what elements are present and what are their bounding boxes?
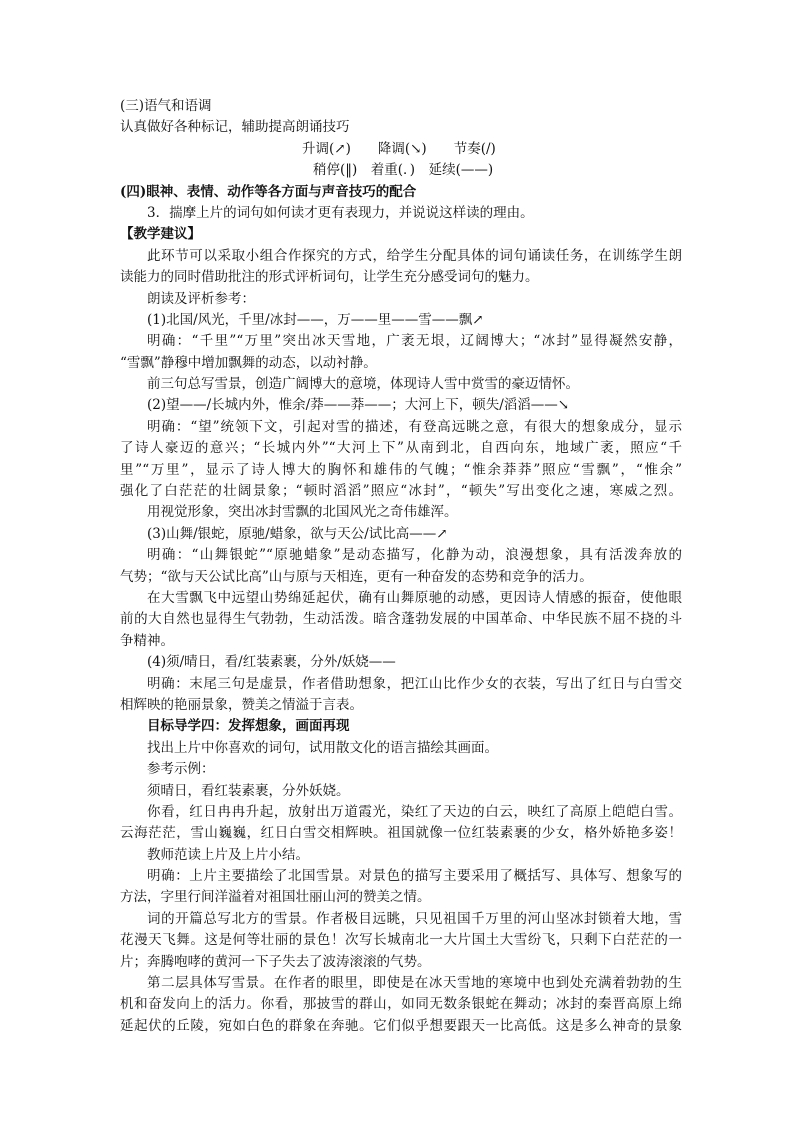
text-line: 教师范读上片及上片小结。 [147,846,309,863]
reading-example-2: (2)望——/长城内外，惟余/莽——莽——；大河上下，顿失/滔滔——↘ [147,397,570,414]
reading-example-4: (4)须/晴日，看/红装素裹，分外/妖娆—— [147,654,396,671]
text-line: 相辉映的艳丽景象，赞美之情溢于言表。 [120,696,363,713]
text-line: 找出上片中你喜欢的词句，试用散文化的语言描绘其画面。 [147,739,498,756]
text-line: 明确：“千里”“万里”突出冰天雪地，广袤无垠，辽阔博大；“冰封”显得凝然安静， [147,333,682,350]
text-line: “雪飘”静穆中增加飘舞的动态，以动衬静。 [120,354,377,371]
section-heading-expression: (四)眼神、表情、动作等各方面与声音技巧的配合 [120,183,417,200]
text-line: 云海茫茫，雪山巍巍，红日白雪交相辉映。祖国就像一位红装素裹的少女，格外娇艳多姿！ [120,825,682,842]
text-line: 明确：上片主要描绘了北国雪景。对景色的描写主要采用了概括写、具体写、想象写的 [147,868,682,885]
text-line: 片；奔腾咆哮的黄河一下子失去了波涛滚滚的气势。 [120,953,431,970]
section-heading-tone: (三)语气和语调 [120,98,212,114]
text-line: 了诗人豪迈的意兴；“长城内外”“大河上下”从南到北，自西向东，地域广袤，照应“千 [120,440,682,457]
marking-legend-line: 升调(↗) 降调(↘) 节奏(/) [302,140,496,157]
text-line: 前三句总写雪景，创造广阔博大的意境，体现诗人雪中赏雪的豪迈情怀。 [147,376,579,393]
text-line: 强化了白茫茫的壮阔景象；“顿时滔滔”照应“冰封”，“顿失”写出变化之速，寒威之烈。 [120,483,682,500]
text-line: 机和奋发向上的活力。你看，那披雪的群山，如同无数条银蛇在舞动；冰封的秦晋高原上绵 [120,996,682,1013]
lesson-text-body [120,96,682,1037]
text-line: 争精神。 [120,632,174,649]
text-line: 此环节可以采取小组合作探究的方式，给学生分配具体的词句诵读任务，在训练学生朗 [147,247,682,264]
marking-legend-line: 稍停(‖) 着重(．) 延续(——) [313,162,494,179]
text-line: 你看，红日冉冉升起，放射出万道霞光，染红了天边的白云，映红了高原上皑皑白雪。 [147,803,682,820]
text-line: 须晴日，看红装素裹，分外妖娆。 [147,782,350,799]
text-line: 词的开篇总写北方的雪景。作者极目远眺，只见祖国千万里的河山坚冰封锁着大地，雪 [147,910,682,927]
reading-example-3: (3)山舞/银蛇，原驰/蜡象，欲与天公/试比高——↗ [147,525,448,542]
text-line: 方法，字里行间洋溢着对祖国壮丽山河的赞美之情。 [120,889,431,906]
question-3: 3．揣摩上片的词句如何读才更有表现力，并说说这样读的理由。 [147,204,534,221]
text-line: 朗读及评析参考： [147,290,255,307]
text-line: 明确：“山舞银蛇”“原驰蜡象”是动态描写，化静为动，浪漫想象，具有活泼奔放的 [147,547,682,564]
text-line: 在大雪飘飞中远望山势绵延起伏，确有山舞原驰的动感，更因诗人情感的振奋，使他眼 [147,589,682,606]
text-line: 气势；“欲与天公试比高”山与原与天相连，更有一种奋发的态势和竞争的活力。 [120,568,593,585]
reading-example-1: (1)北国/风光，千里/冰封——，万——里——雪——飘↗ [147,311,484,328]
text-line: 参考示例： [147,761,215,778]
text-line: 认真做好各种标记，辅助提高朗诵技巧 [120,119,350,136]
text-line: 用视觉形象，突出冰封雪飘的北国风光之奇伟雄浑。 [147,504,458,521]
text-line: 读能力的同时借助批注的形式评析词句，让学生充分感受词句的魅力。 [120,269,539,286]
goal-4-heading: 目标导学四：发挥想象，画面再现 [147,718,350,735]
text-line: 明确：末尾三句是虚景，作者借助想象，把江山比作少女的衣装，写出了红日与白雪交 [147,675,682,692]
text-line: 前的大自然也显得生气勃勃，生动活泼。暗含蓬勃发展的中国革命、中华民族不屈不挠的斗 [120,611,682,628]
text-line: 延起伏的丘陵，宛如白色的群象在奔驰。它们似乎想要跟天一比高低。这是多么神奇的景象 [120,1017,682,1034]
text-line: 明确：“望”统领下文，引起对雪的描述，有登高远眺之意，有很大的想象成分，显示 [147,418,682,435]
text-line: 花漫天飞舞。这是何等壮丽的景色！次写长城南北一大片国土大雪纷飞，只剩下白茫茫的一 [120,932,682,949]
text-line: 里”“万里”，显示了诗人博大的胸怀和雄伟的气魄；“惟余莽莽”照应“雪飘”，“惟余” [120,461,682,478]
text-line: 第二层具体写雪景。在作者的眼里，即使是在冰天雪地的寒境中也到处充满着勃勃的生 [147,975,682,992]
teaching-suggestion-heading: 【教学建议】 [120,226,201,243]
